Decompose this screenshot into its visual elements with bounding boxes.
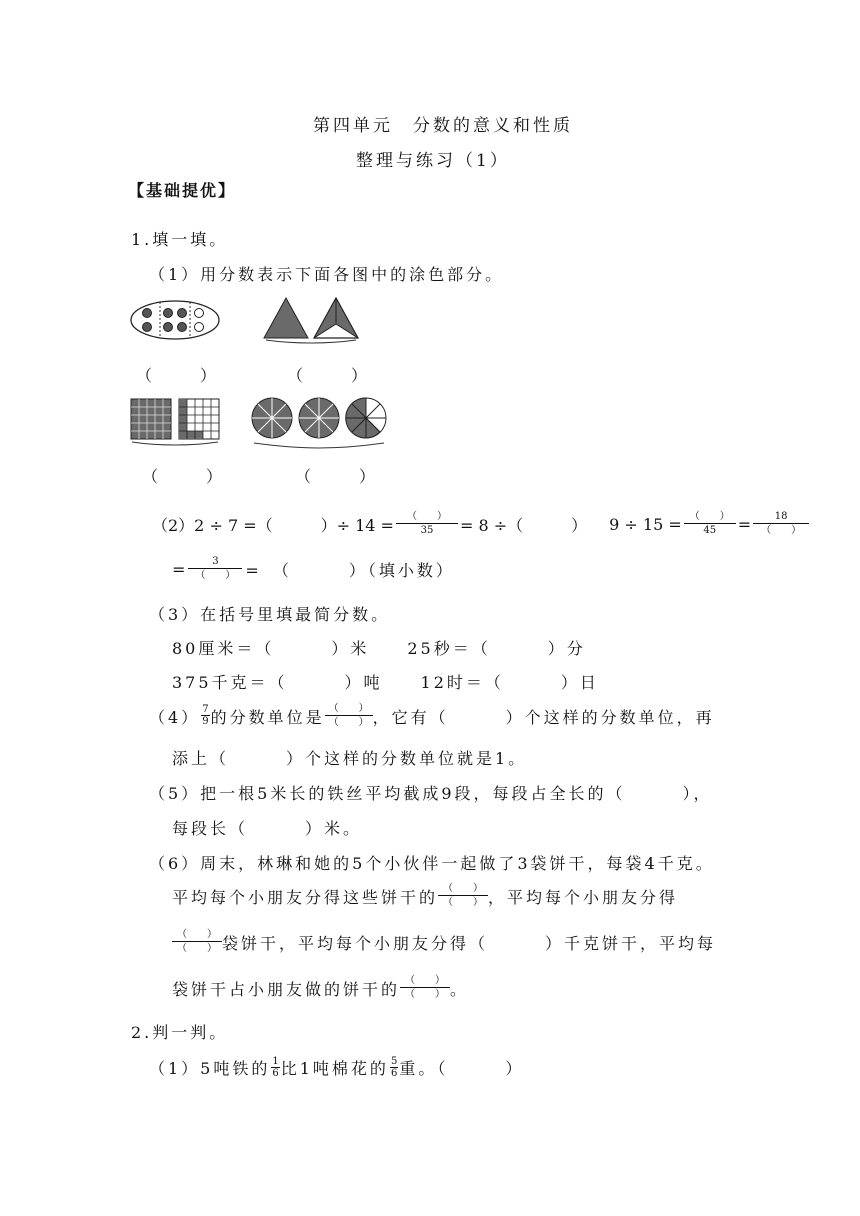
q2-part1-text-3: 重。（ ）	[399, 1059, 525, 1078]
q2-part1-line	[149, 1056, 524, 1079]
q1-part2-text-2: = 8 ÷（ ）	[459, 515, 588, 535]
fraction-7-9	[201, 705, 209, 727]
fraction-numerator: 18	[753, 512, 809, 524]
figure-circles	[250, 397, 390, 452]
fraction-blank-share[interactable]	[438, 884, 488, 908]
fraction-numerator: （ ）	[400, 976, 450, 988]
q1-part6-line4	[172, 976, 466, 1000]
fraction-numerator: （ ）	[325, 704, 373, 716]
fraction-denominator: （ ）	[177, 943, 217, 954]
question-2-heading: 2.判一判。	[131, 1023, 229, 1042]
fraction-denominator: （ ）	[328, 717, 369, 728]
fraction-denominator: 6	[390, 1067, 398, 1079]
q1-part2-line2	[172, 557, 455, 581]
q1-part6-line1: （6）周末，林琳和她的5个小伙伴一起做了3袋饼干，每袋4千克。	[149, 854, 715, 873]
q1-part4-line1	[149, 704, 715, 728]
fraction-18-over-blank[interactable]	[753, 512, 809, 536]
fraction-1-6	[271, 1057, 279, 1079]
q1-part3-line1: 80厘米＝（ ）米 25秒＝（ ）分	[172, 639, 586, 658]
fraction-denominator: 45	[703, 525, 717, 536]
q1-part6-line2	[172, 884, 678, 908]
q1-part2-text-1: （2）2 ÷ 7 =（ ）÷ 14 =	[152, 515, 394, 535]
fraction-numerator: 3	[188, 557, 242, 569]
fraction-numerator: 7	[202, 704, 209, 715]
fraction-denominator: （ ）	[195, 570, 236, 581]
fraction-denominator: （ ）	[405, 989, 446, 1000]
fraction-blank-per-bag[interactable]	[400, 976, 450, 1000]
fraction-blank-unit[interactable]	[325, 704, 373, 728]
fraction-denominator: （ ）	[443, 897, 484, 908]
fraction-denominator: 35	[420, 525, 434, 536]
q1-part5-line2: 每段长（ ）米。	[172, 819, 363, 838]
answer-blank-d[interactable]: （ ）	[295, 467, 376, 486]
fraction-denominator: （ ）	[761, 525, 802, 536]
q1-part4-text-1: 的分数单位是	[210, 707, 325, 727]
fraction-numerator: （ ）	[396, 512, 458, 524]
fraction-blank-over-45[interactable]	[684, 512, 736, 536]
q1-part6-text-1: 平均每个小朋友分得这些饼干的	[172, 887, 439, 907]
q1-part2-text-3: 9 ÷ 15 =	[609, 514, 682, 534]
q1-part2-line1	[152, 512, 809, 536]
answer-blank-c[interactable]: （ ）	[142, 467, 223, 486]
fraction-blank-bags[interactable]	[172, 930, 222, 954]
q1-part2-text-5: =	[172, 559, 186, 579]
q1-part2-text-6: = （ ）（填小数）	[245, 560, 455, 580]
section-heading: 【基础提优】	[128, 181, 237, 200]
fraction-numerator: 1	[272, 1055, 279, 1067]
fraction-numerator: （ ）	[684, 512, 736, 524]
q1-part3-line2: 375千克＝（ ）吨 12时＝（ ）日	[172, 673, 599, 692]
question-1-heading: 1.填一填。	[131, 230, 229, 249]
fraction-numerator: （ ）	[438, 884, 488, 896]
fraction-numerator: （ ）	[172, 930, 222, 942]
answer-blank-b[interactable]: （ ）	[287, 366, 368, 385]
q2-part1-text-1: （1）5吨铁的	[149, 1059, 271, 1078]
q1-part2-text-4: =	[737, 514, 752, 534]
q1-part5-line1: （5）把一根5米长的铁丝平均截成9段，每段占全长的（ ），	[149, 784, 713, 803]
q1-part6-text-5: 。	[450, 979, 467, 999]
q1-part6-text-3: 袋饼干，平均每个小朋友分得（ ）千克饼干，平均每	[222, 933, 717, 953]
q1-part4-lead: （4）	[149, 707, 201, 727]
q1-part4-text-2: ，它有（ ）个这样的分数单位，再	[372, 707, 715, 727]
q2-part1-text-2: 比1吨棉花的	[280, 1059, 389, 1078]
q1-part3-prompt: （3）在括号里填最简分数。	[149, 605, 391, 624]
fraction-numerator: 5	[390, 1055, 398, 1067]
fraction-denominator: 6	[272, 1067, 279, 1079]
q1-part6-line3	[172, 930, 716, 954]
page-subtitle: 整理与练习（1）	[356, 151, 510, 171]
page-title: 第四单元 分数的意义和性质	[313, 116, 573, 136]
q1-part6-text-4: 袋饼干占小朋友做的饼干的	[172, 979, 401, 999]
figure-ellipse-dots	[130, 300, 220, 340]
fraction-5-6	[390, 1057, 398, 1079]
fraction-denominator: 9	[202, 716, 209, 727]
q1-part1-prompt: （1）用分数表示下面各图中的涂色部分。	[149, 265, 505, 284]
figure-triangles	[262, 296, 362, 346]
fraction-3-over-blank[interactable]	[188, 557, 242, 581]
answer-blank-a[interactable]: （ ）	[136, 366, 217, 385]
figure-grids	[130, 398, 225, 448]
q1-part4-line2: 添上（ ）个这样的分数单位就是1。	[172, 749, 528, 768]
q1-part6-text-2: ，平均每个小朋友分得	[488, 887, 679, 907]
fraction-blank-over-35[interactable]	[396, 512, 458, 536]
